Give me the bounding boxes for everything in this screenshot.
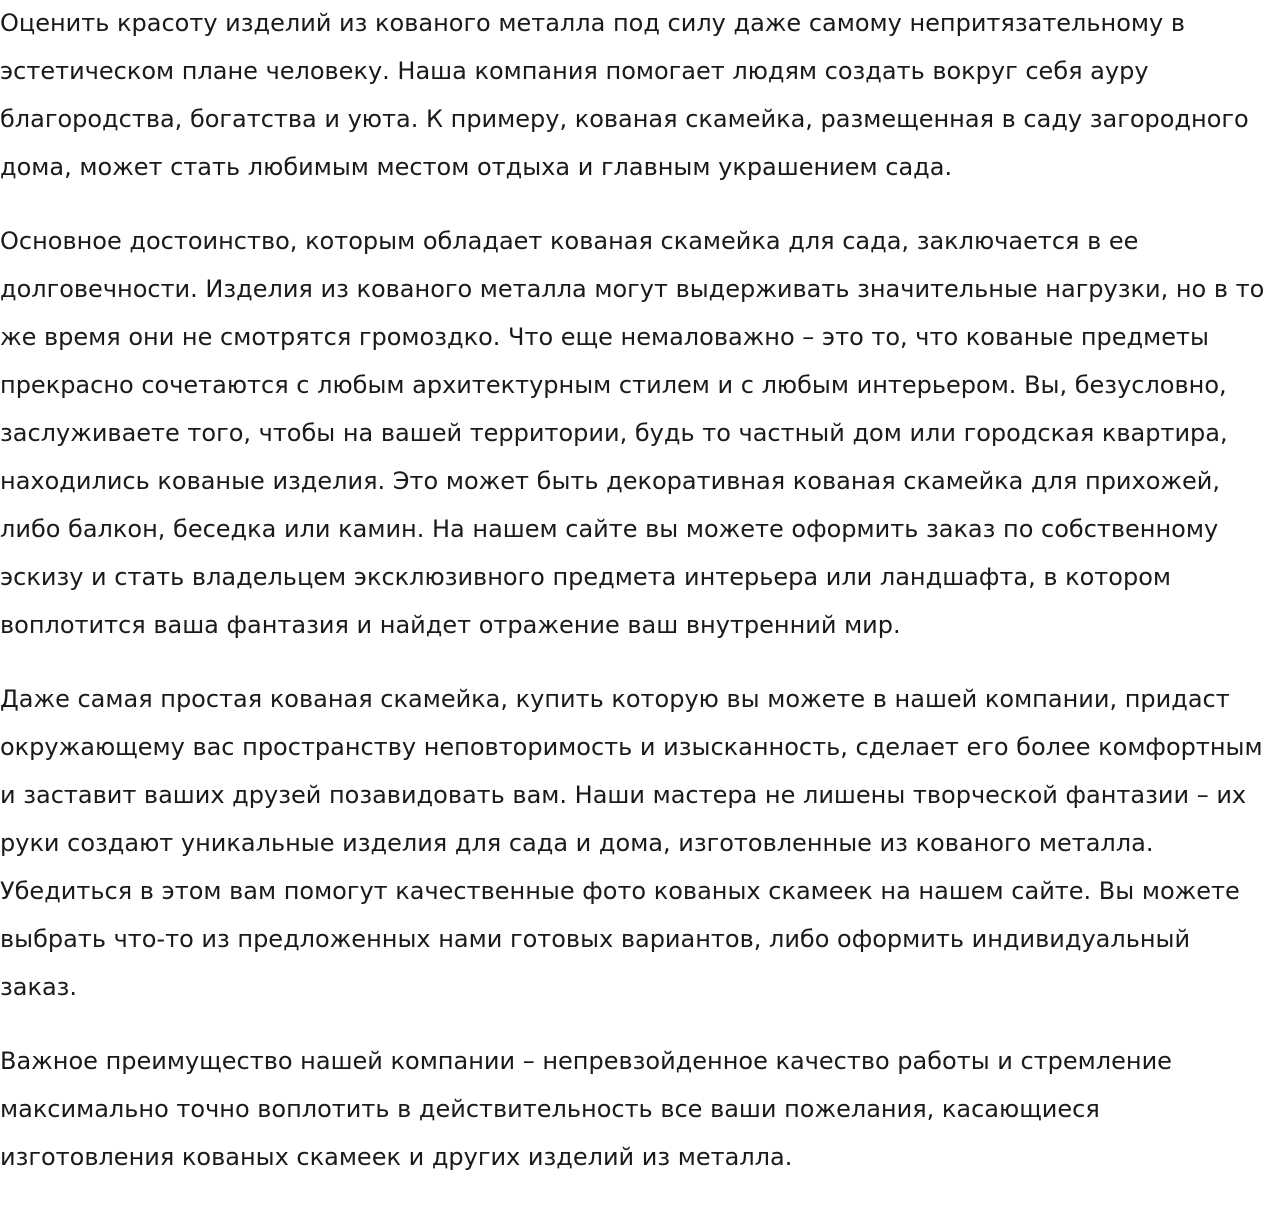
paragraph-advantage: Важное преимущество нашей компании – непревзойденное качество работы и стремление максимально точно воплотить в действительность все ваши пожелания, касающиеся изготовления кованых скамеек и других изделий из металла.	[0, 1047, 1172, 1171]
paragraph-simple-bench: Даже самая простая кованая скамейка, купить которую вы можете в нашей компании, придаст окружающему вас пространству неповторимость и изысканность, сделает его более комфортным и заставит ваших друзей позавидовать вам. Наши мастера не лишены творческой фантазии – их руки создают уникальные изделия для сада и дома, изготовленные из кованого металла. Убедиться в этом вам помогут качественные фото кованых скамеек на нашем сайте. Вы можете выбрать что-то из предложенных нами готовых вариантов, либо оформить индивидуальный заказ.	[0, 685, 1263, 1001]
paragraph-durability: Основное достоинство, которым обладает кованая скамейка для сада, заключается в ее долговечности. Изделия из кованого металла могут выдерживать значительные нагрузки, но в то же время они не смотрятся громоздко. Что еще немаловажно – это то, что кованые предметы прекрасно сочетаются с любым архитектурным стилем и с любым интерьером. Вы, безусловно, заслуживаете того, чтобы на вашей территории, будь то частный дом или городская квартира, находились кованые изделия. Это может быть декоративная кованая скамейка для прихожей, либо балкон, беседка или камин. На нашем сайте вы можете оформить заказ по собственному эскизу и стать владельцем эксклюзивного предмета интерьера или ландшафта, в котором воплотится ваша фантазия и найдет отражение ваш внутренний мир.	[0, 227, 1265, 639]
paragraph-intro: Оценить красоту изделий из кованого металла под силу даже самому непритязательному в эстетическом плане человеку. Наша компания помогает людям создать вокруг себя ауру благородства, богатства и уюта. К примеру, кованая скамейка, размещенная в саду загородного дома, может стать любимым местом отдыха и главным украшением сада.	[0, 9, 1249, 181]
